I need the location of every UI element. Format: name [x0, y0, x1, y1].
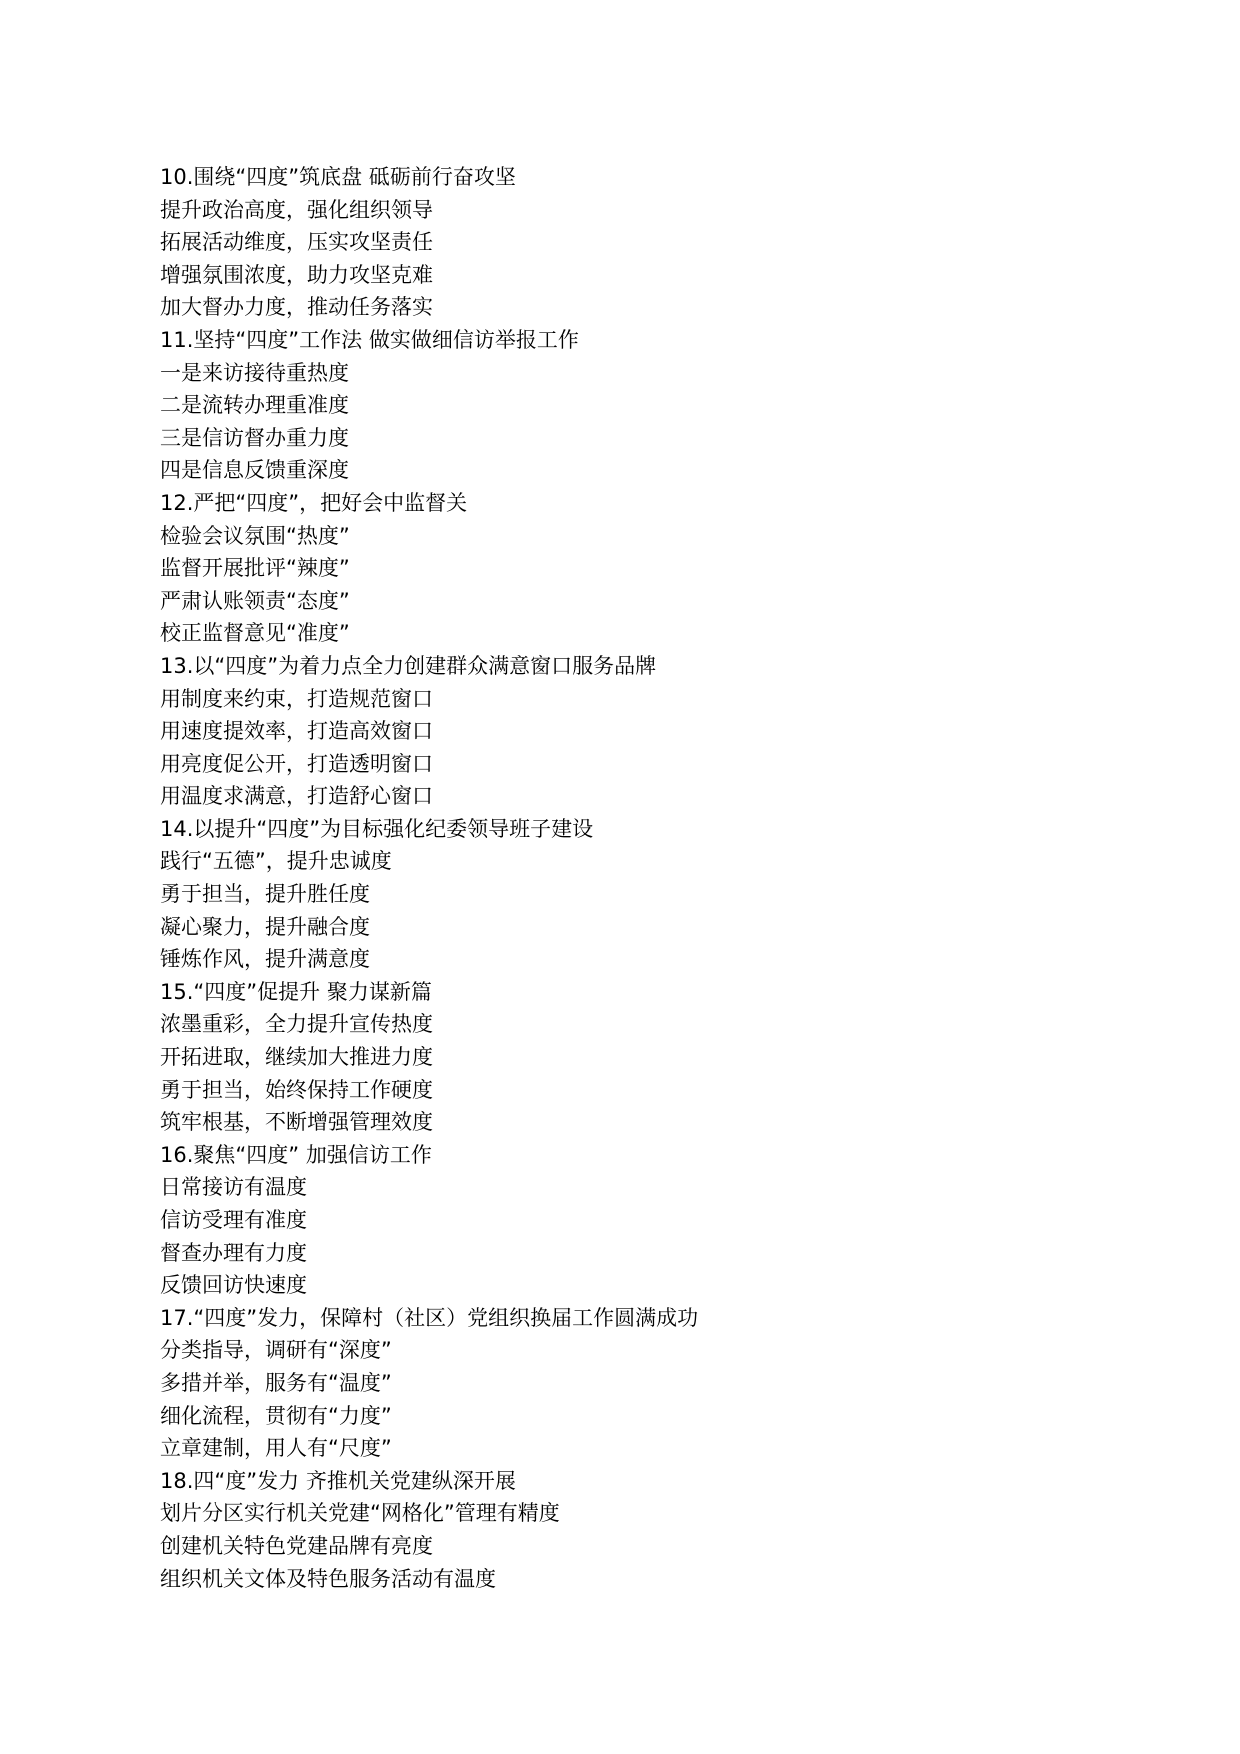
- section-heading-12: 12.严把“四度”，把好会中监督关: [160, 490, 468, 515]
- text-line: 锤炼作风，提升满意度: [160, 947, 370, 972]
- text-line: 用亮度促公开，打造透明窗口: [160, 751, 433, 776]
- text-line: 提升政治高度，强化组织领导: [160, 197, 433, 222]
- text-line: 三是信访督办重力度: [160, 425, 349, 450]
- text-line: 细化流程，贯彻有“力度”: [160, 1403, 392, 1428]
- text-line: 日常接访有温度: [160, 1175, 307, 1200]
- text-line: 二是流转办理重准度: [160, 393, 349, 418]
- text-line: 践行“五德”，提升忠诚度: [160, 849, 392, 874]
- section-heading-17: 17.“四度”发力，保障村（社区）党组织换届工作圆满成功: [160, 1305, 699, 1330]
- section-heading-11: 11.坚持“四度”工作法 做实做细信访举报工作: [160, 327, 579, 352]
- section-heading-13: 13.以“四度”为着力点全力创建群众满意窗口服务品牌: [160, 653, 657, 678]
- text-line: 勇于担当，提升胜任度: [160, 882, 370, 907]
- text-line: 用制度来约束，打造规范窗口: [160, 686, 433, 711]
- text-line: 创建机关特色党建品牌有亮度: [160, 1533, 433, 1558]
- text-line: 划片分区实行机关党建“网格化”管理有精度: [160, 1501, 560, 1526]
- document-body: [160, 161, 1160, 1595]
- text-line: 组织机关文体及特色服务活动有温度: [160, 1566, 496, 1591]
- text-line: 反馈回访快速度: [160, 1273, 307, 1298]
- section-heading-18: 18.四“度”发力 齐推机关党建纵深开展: [160, 1468, 516, 1493]
- text-line: 信访受理有准度: [160, 1208, 307, 1232]
- text-line: 立章建制，用人有“尺度”: [160, 1436, 392, 1461]
- text-line: 浓墨重彩，全力提升宣传热度: [160, 1012, 433, 1037]
- section-heading-15: 15.“四度”促提升 聚力谋新篇: [160, 979, 432, 1004]
- section-heading-10: 10.围绕“四度”筑底盘 砥砺前行奋攻坚: [160, 165, 516, 189]
- section-heading-14: 14.以提升“四度”为目标强化纪委领导班子建设: [160, 816, 594, 841]
- text-line: 拓展活动维度，压实攻坚责任: [160, 230, 433, 255]
- text-line: 严肃认账领责“态度”: [160, 588, 350, 613]
- text-line: 分类指导，调研有“深度”: [160, 1338, 392, 1363]
- text-line: 用温度求满意，打造舒心窗口: [160, 784, 433, 809]
- text-line: 检验会议氛围“热度”: [160, 523, 350, 548]
- text-line: 监督开展批评“辣度”: [160, 556, 350, 581]
- text-line: 增强氛围浓度，助力攻坚克难: [160, 262, 433, 287]
- text-line: 校正监督意见“准度”: [160, 621, 350, 646]
- text-line: 勇于担当，始终保持工作硬度: [160, 1077, 433, 1102]
- text-line: 凝心聚力，提升融合度: [160, 914, 370, 939]
- text-line: 多措并举，服务有“温度”: [160, 1370, 392, 1395]
- text-line: 四是信息反馈重深度: [160, 458, 349, 483]
- text-line: 用速度提效率，打造高效窗口: [160, 719, 433, 744]
- text-line: 筑牢根基，不断增强管理效度: [160, 1110, 433, 1135]
- section-heading-16: 16.聚焦“四度” 加强信访工作: [160, 1142, 432, 1167]
- text-line: 督查办理有力度: [160, 1240, 307, 1265]
- text-line: 加大督办力度，推动任务落实: [160, 295, 433, 320]
- text-line: 开拓进取，继续加大推进力度: [160, 1045, 433, 1070]
- text-line: 一是来访接待重热度: [160, 360, 349, 385]
